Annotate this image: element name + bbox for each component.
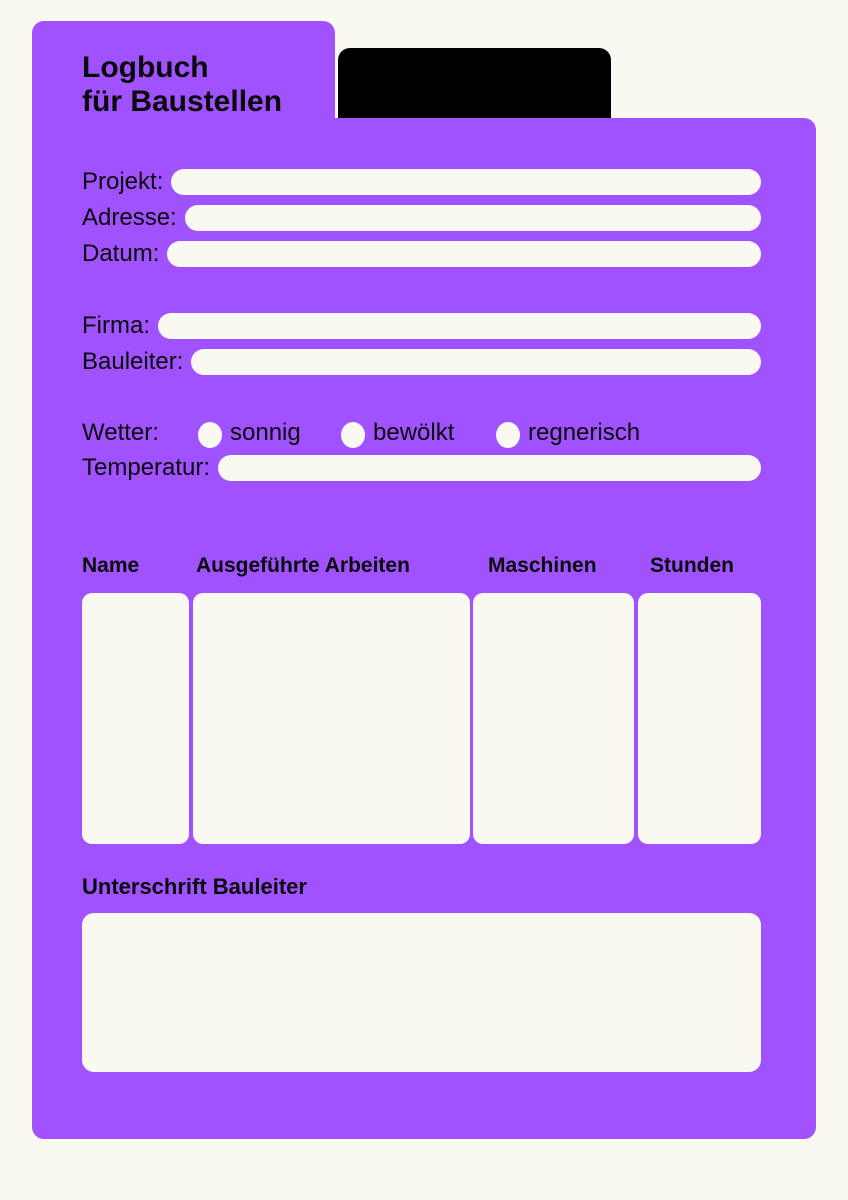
column-header-stunden: Stunden	[650, 554, 734, 577]
adresse-label: Adresse:	[82, 204, 177, 231]
form-panel	[32, 118, 816, 1139]
name-column-box[interactable]	[82, 593, 189, 844]
column-header-maschinen: Maschinen	[488, 554, 597, 577]
firma-label: Firma:	[82, 312, 150, 339]
projekt-row	[82, 168, 761, 196]
datum-label: Datum:	[82, 240, 160, 267]
column-header-arbeiten: Ausgeführte Arbeiten	[196, 554, 410, 577]
weather-group	[82, 418, 742, 448]
page-title	[82, 51, 282, 119]
radio-sonnig[interactable]	[198, 422, 222, 448]
temperatur-row	[82, 454, 761, 482]
bauleiter-input[interactable]	[191, 349, 761, 375]
radio-regnerisch[interactable]	[496, 422, 520, 448]
arbeiten-column-box[interactable]	[193, 593, 470, 844]
firma-input[interactable]	[158, 313, 761, 339]
title-line-1: Logbuch	[82, 51, 209, 84]
weather-option-label: bewölkt	[373, 419, 455, 446]
firma-row	[82, 312, 761, 340]
datum-row	[82, 240, 761, 268]
black-tab	[338, 48, 611, 128]
signature-box[interactable]	[82, 913, 761, 1072]
projekt-input[interactable]	[171, 169, 761, 195]
weather-option-label: regnerisch	[528, 419, 641, 446]
adresse-input[interactable]	[185, 205, 761, 231]
stunden-column-box[interactable]	[638, 593, 761, 844]
adresse-row	[82, 204, 761, 232]
weather-option-regnerisch[interactable]	[496, 418, 640, 448]
title-line-2: für Baustellen	[82, 85, 283, 118]
maschinen-column-box[interactable]	[473, 593, 634, 844]
radio-bewoelkt[interactable]	[341, 422, 365, 448]
projekt-label: Projekt:	[82, 168, 164, 195]
weather-option-bewoelkt[interactable]	[341, 418, 454, 448]
temperatur-input[interactable]	[218, 455, 761, 481]
weather-option-label: sonnig	[230, 419, 301, 446]
signature-label: Unterschrift Bauleiter	[82, 874, 307, 899]
weather-option-sonnig[interactable]	[198, 418, 301, 448]
bauleiter-row	[82, 348, 761, 376]
bauleiter-label: Bauleiter:	[82, 348, 184, 375]
weather-label: Wetter:	[82, 419, 159, 446]
temperatur-label: Temperatur:	[82, 454, 211, 481]
column-header-name: Name	[82, 554, 140, 577]
datum-input[interactable]	[167, 241, 761, 267]
